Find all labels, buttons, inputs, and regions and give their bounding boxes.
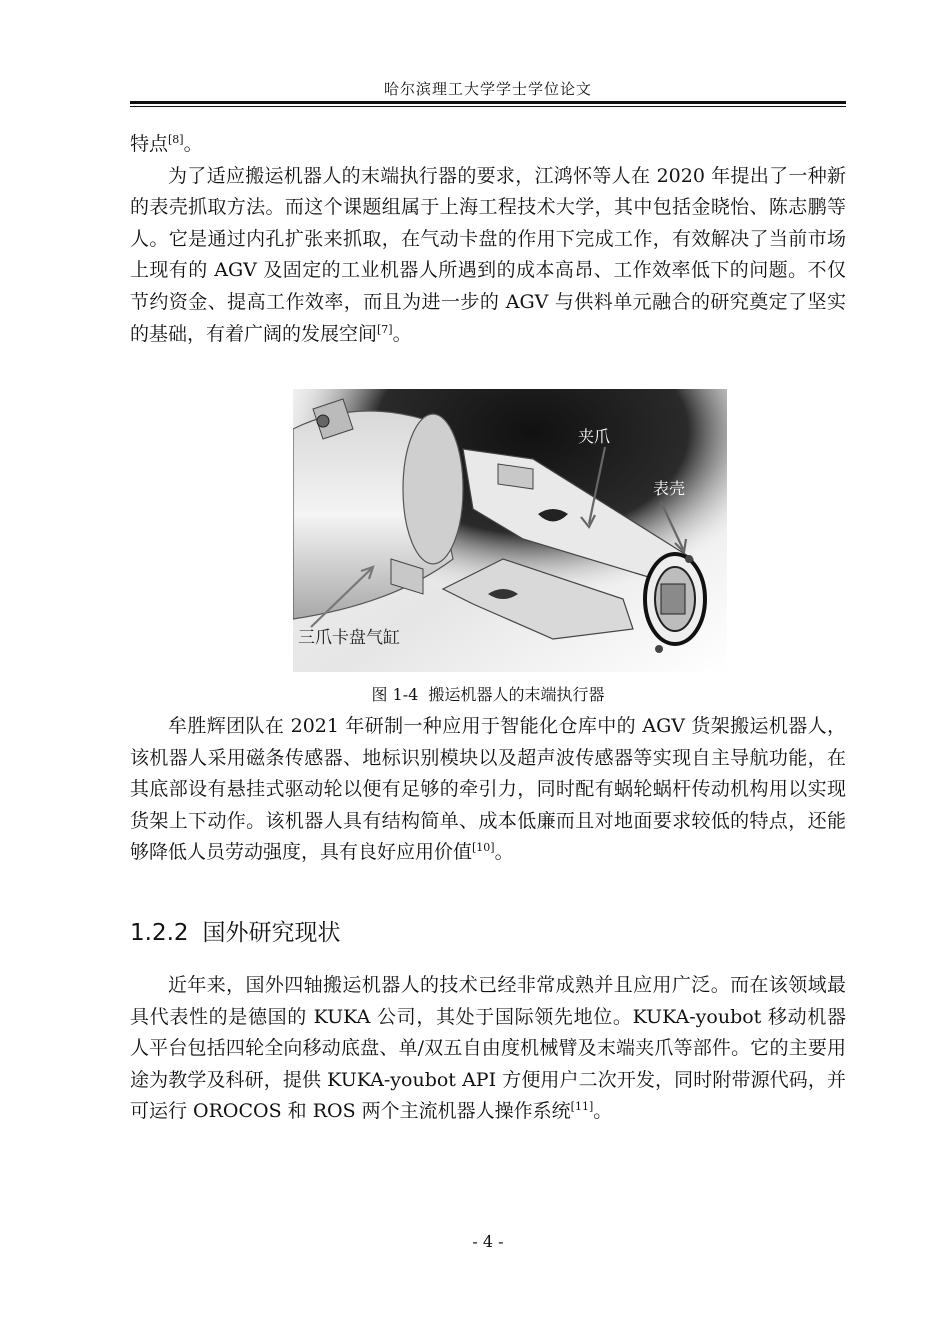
citation: [7] [377, 322, 393, 336]
label-chuck-cylinder: 三爪卡盘气缸 [298, 628, 400, 648]
paragraph-1: 特点[8]。 [130, 133, 203, 155]
header-rule-thick [130, 101, 846, 104]
page-number: - 4 - [472, 1232, 504, 1251]
end-effector-figure [293, 389, 727, 672]
paragraph-3: 牟胜辉团队在 2021 年研制一种应用于智能化仓库中的 AGV 货架搬运机器人，该机器人采用磁条传感器、地标识别模块以及超声波传感器等实现自主导航功能，在其底部设有悬挂式驱动轮以便有足够的牵引力，同时配有蜗轮蜗杆传动机构用以实现货架上下动作。该机器人具有结构简单、成本低廉而且对地面要求较低的特点，还能够降低人员劳动强度，具有良好应用价值[10]。 [130, 715, 846, 864]
label-jaw: 夹爪 [578, 427, 611, 446]
paragraph-2: 为了适应搬运机器人的末端执行器的要求，江鸿怀等人在 2020 年提出了一种新的表壳抓取方法。而这个课题组属于上海工程技术大学，其中包括金晓怡、陈志鹏等人。它是通过内孔扩张来抓取，在气动卡盘的作用下完成工作，有效解决了当前市场上现有的 AGV 及固定的工业机器人所遇到的成本高昂、工作效率低下的问题。不仅节约资金、提高工作效率，而且为进一步的 AGV 与供料单元融合的研究奠定了坚实的基础，有着广阔的发展空间[7]。 [130, 164, 846, 345]
section-number: 1.2.2 [130, 920, 189, 946]
citation: [11] [570, 1100, 594, 1114]
end-effector-illustration [293, 389, 727, 672]
paragraph-4: 近年来，国外四轴搬运机器人的技术已经非常成熟并且应用广泛。而在该领域最具代表性的是德国的 KUKA 公司，其处于国际领先地位。KUKA-youbot 移动机器人平台包括四轮全向移动底盘、单/双五自由度机械臂及末端夹爪等部件。它的主要用途为教学及科研，提供 KUKA-youbot API 方便用户二次开发，同时附带源代码，并可运行 OROCOS 和 ROS 两个主流机器人操作系统[11]。 [130, 974, 846, 1123]
text-block-bottom [130, 970, 846, 1128]
text-block-top [130, 129, 846, 350]
running-header: 哈尔滨理工大学学士学位论文 [383, 80, 592, 98]
citation: [10] [472, 841, 495, 855]
header-rule-thin [130, 106, 846, 107]
text-block-middle [130, 711, 846, 869]
section-title: 国外研究现状 [202, 920, 341, 946]
figure-caption: 图 1-4 搬运机器人的末端执行器 [371, 685, 605, 704]
citation: [8] [168, 133, 184, 146]
label-watch-case: 表壳 [653, 479, 686, 498]
section-heading [130, 914, 341, 947]
